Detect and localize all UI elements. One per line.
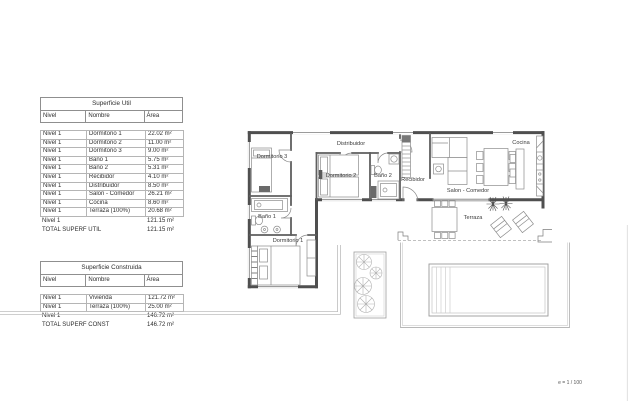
row-nivel: Nivel 1 — [41, 303, 87, 312]
row-nombre: Dormitorio 2 — [87, 139, 146, 148]
furniture — [252, 136, 544, 286]
row-nombre: Cocina — [87, 199, 146, 208]
row-nombre: Recibidor — [87, 173, 146, 182]
bathtub — [378, 181, 399, 199]
row-area: 121.72 m² — [146, 295, 184, 304]
row-area: 26.21 m² — [146, 191, 184, 200]
terrace — [398, 201, 552, 243]
row-area: 4.10 m² — [146, 173, 184, 182]
row-nombre: Terraza (100%) — [87, 303, 146, 312]
sink — [261, 226, 280, 233]
row-area: 9.00 m² — [146, 148, 184, 157]
bed — [319, 177, 359, 197]
room-label-salon-comedor: Salon - Comedor — [446, 188, 490, 194]
lounge-chair — [513, 211, 534, 232]
room-label-cocina: Cocina — [512, 140, 530, 146]
tree-icon — [355, 255, 383, 313]
side-table — [434, 164, 444, 174]
row-nivel: Nivel 1 — [41, 208, 87, 217]
row-area: 8.60 m² — [146, 199, 184, 208]
column-header-nivel: Nivel — [41, 275, 86, 286]
room-label-bano-2: Baño 2 — [374, 173, 392, 179]
row-area: 5.75 m² — [146, 156, 184, 165]
subtotal-row: Nivel 1 121.15 m² — [42, 217, 175, 224]
sofa — [432, 138, 467, 185]
room-label-dormitorio-2: Dormitorio 2 — [325, 173, 357, 179]
bed — [258, 246, 301, 285]
column-header-area: Área — [146, 113, 160, 119]
outdoor-dining-table — [432, 201, 457, 239]
row-nombre: Salon - Comedor — [87, 191, 146, 200]
room-label-bano-1: Baño 1 — [258, 214, 276, 220]
row-area: 11.00 m² — [146, 139, 184, 148]
column-header-nombre: Nombre — [86, 111, 144, 122]
row-nivel: Nivel 1 — [41, 295, 87, 304]
sink — [389, 154, 399, 164]
row-area: 8.50 m² — [146, 182, 184, 191]
row-area: 20.68 m² — [146, 208, 184, 217]
row-nivel: Nivel 1 — [41, 156, 87, 165]
kitchen-counter — [537, 136, 544, 196]
table-title: Superficie Construida — [40, 261, 183, 275]
scale-label: e = 1 / 100 — [558, 380, 582, 386]
row-nombre: Terraza (100%) — [87, 208, 146, 217]
row-nombre: Baño 1 — [87, 156, 146, 165]
column-header-nivel: Nivel — [41, 111, 86, 122]
lounge-chair — [491, 216, 512, 237]
row-nivel: Nivel 1 — [41, 199, 87, 208]
bathtub — [252, 199, 288, 212]
glass-slider — [432, 199, 490, 201]
wardrobe — [307, 240, 316, 276]
row-nombre: Vivienda — [87, 295, 146, 304]
pool-area — [401, 243, 570, 328]
row-area: 5.31 m² — [146, 165, 184, 174]
bed — [319, 155, 359, 175]
planter — [354, 252, 386, 318]
swimming-pool — [429, 264, 548, 316]
subtotal-row: Nivel 1 146.72 m² — [42, 313, 175, 320]
row-nombre: Dormitorio 1 — [87, 131, 146, 140]
nightstand — [319, 170, 323, 179]
row-nivel: Nivel 1 — [41, 131, 87, 140]
row-nombre: Distribuidor — [87, 182, 146, 191]
column-header-nombre: Nombre — [86, 275, 144, 286]
row-area: 25.00 m² — [146, 303, 184, 312]
row-nombre: Baño 2 — [87, 165, 146, 174]
column-header-area: Área — [146, 277, 160, 283]
washer — [371, 186, 377, 198]
table-title: Superficie Util — [40, 97, 183, 111]
row-nivel: Nivel 1 — [41, 148, 87, 157]
total-row: TOTAL SUPERF UTIL 121.15 m² — [42, 226, 175, 233]
room-label-dormitorio-3: Dormitorio 3 — [256, 154, 288, 160]
row-nivel: Nivel 1 — [41, 139, 87, 148]
room-label-recibidor: Recibidor — [401, 177, 425, 183]
row-nivel: Nivel 1 — [41, 191, 87, 200]
row-area: 22.02 m² — [146, 131, 184, 140]
room-label-distribuidor: Distribuidor — [336, 141, 366, 147]
radiator — [252, 246, 258, 285]
row-nivel: Nivel 1 — [41, 165, 87, 174]
row-nivel: Nivel 1 — [41, 173, 87, 182]
closet — [402, 136, 411, 178]
paving-step — [398, 232, 408, 240]
total-row: TOTAL SUPERF CONST 146.72 m² — [42, 321, 175, 328]
room-label-dormitorio-1: Dormitorio 1 — [272, 238, 304, 244]
row-nombre: Dormitorio 3 — [87, 148, 146, 157]
room-label-terraza: Terraza — [463, 215, 483, 221]
row-nivel: Nivel 1 — [41, 182, 87, 191]
dining-table — [477, 149, 516, 186]
